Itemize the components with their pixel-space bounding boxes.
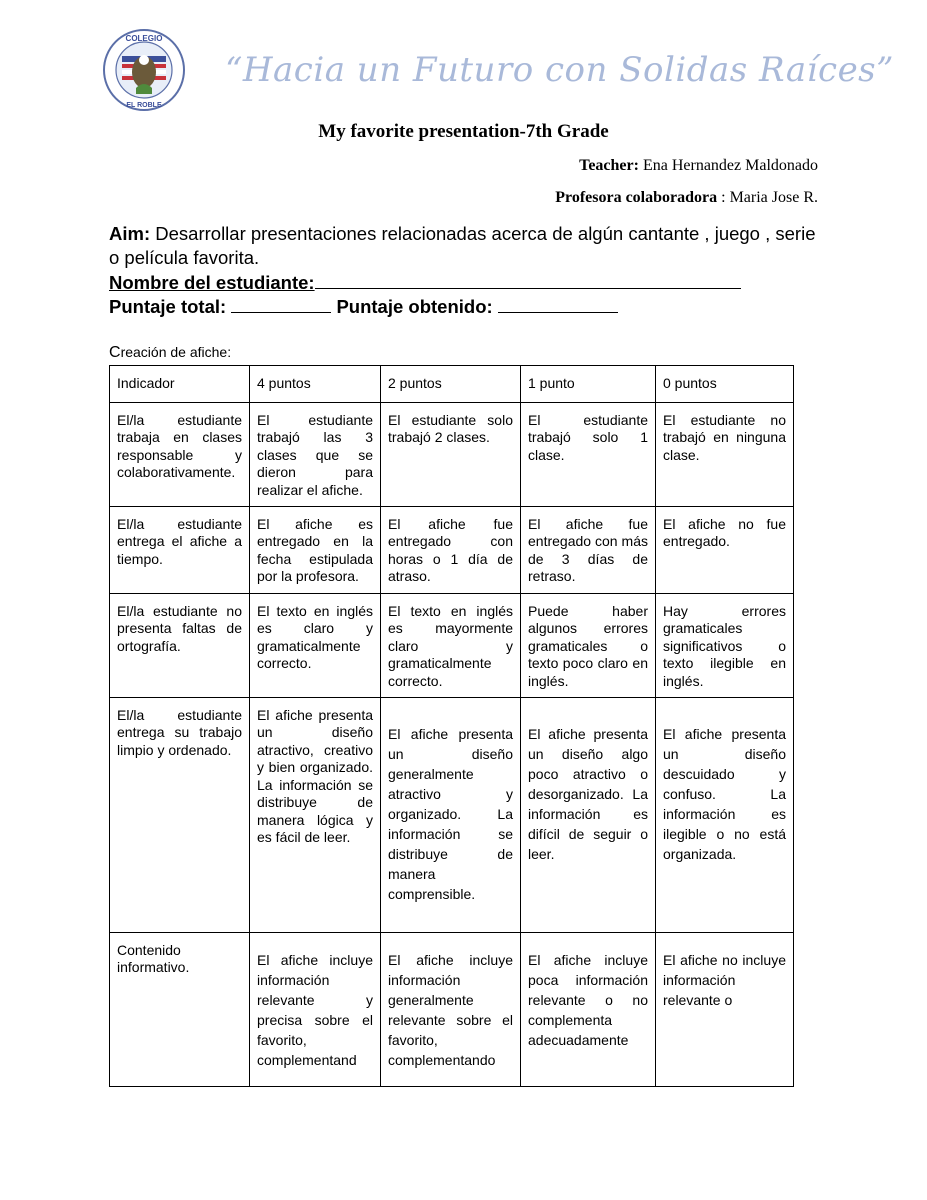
teacher-name: Ena Hernandez Maldonado bbox=[638, 157, 818, 174]
rubric-cell: El texto en inglés es claro y gramaticalmente correcto. bbox=[250, 593, 381, 697]
rubric-cell: El/la estudiante entrega el afiche a tiempo. bbox=[110, 506, 250, 593]
header-1-point: 1 punto bbox=[521, 366, 656, 403]
rubric-cell: Contenido informativo. bbox=[110, 932, 250, 1086]
student-name-row bbox=[109, 270, 741, 294]
aim-paragraph bbox=[109, 222, 819, 270]
student-name-label: Nombre del estudiante: bbox=[109, 272, 315, 293]
rubric-cell: El estudiante solo trabajó 2 clases. bbox=[381, 402, 521, 506]
rubric-header-row bbox=[110, 366, 794, 403]
rubric-cell: El estudiante trabajó solo 1 clase. bbox=[521, 402, 656, 506]
rubric-row-clean bbox=[110, 697, 794, 932]
section-label-rest: reación de afiche: bbox=[120, 344, 232, 360]
rubric-cell: El afiche incluye información generalmente relevante sobre el favorito, complementando bbox=[381, 932, 521, 1086]
rubric-cell: El texto en inglés es mayormente claro y gramaticalmente correcto. bbox=[381, 593, 521, 697]
rubric-cell: El/la estudiante no presenta faltas de ortografía. bbox=[110, 593, 250, 697]
header-indicator: Indicador bbox=[110, 366, 250, 403]
rubric-cell: El afiche incluye información relevante y precisa sobre el favorito, complementand bbox=[250, 932, 381, 1086]
total-score-label: Puntaje total: bbox=[109, 296, 232, 317]
header-4-points: 4 puntos bbox=[250, 366, 381, 403]
obtained-score-label: Puntaje obtenido: bbox=[331, 296, 498, 317]
header-0-points: 0 puntos bbox=[656, 366, 794, 403]
section-label bbox=[109, 344, 231, 362]
rubric-cell: El afiche no incluye información relevante o bbox=[656, 932, 794, 1086]
rubric-cell: El afiche no fue entregado. bbox=[656, 506, 794, 593]
collaborator-name: : Maria Jose R. bbox=[717, 189, 818, 206]
teacher-label: Teacher: bbox=[579, 157, 639, 174]
rubric-cell: Puede haber algunos errores gramaticales o texto poco claro en inglés. bbox=[521, 593, 656, 697]
rubric-table bbox=[109, 365, 794, 1087]
rubric-cell: El afiche presenta un diseño descuidado y confuso. La información es ilegible o no está organizada. bbox=[656, 697, 794, 932]
logo-bottom-text: EL ROBLE bbox=[126, 102, 162, 109]
rubric-row-spelling bbox=[110, 593, 794, 697]
document-title: My favorite presentation-7th Grade bbox=[318, 121, 609, 142]
header-2-points: 2 puntos bbox=[381, 366, 521, 403]
rubric-cell: El afiche presenta un diseño algo poco atractivo o desorganizado. La información es difícil de seguir o leer. bbox=[521, 697, 656, 932]
score-row bbox=[109, 294, 618, 318]
rubric-cell: El afiche incluye poca información relevante o no complementa adecuadamente bbox=[521, 932, 656, 1086]
aim-text: Desarrollar presentaciones relacionadas acerca de algún cantante , juego , serie o película favorita. bbox=[109, 223, 816, 268]
rubric-row-work bbox=[110, 402, 794, 506]
aim-label: Aim: bbox=[109, 223, 151, 244]
school-motto: “Hacia un Futuro con Solidas Raíces” bbox=[225, 50, 895, 90]
rubric-cell: El afiche es entregado en la fecha estipulada por la profesora. bbox=[250, 506, 381, 593]
collaborator-label: Profesora colaboradora bbox=[555, 189, 718, 206]
rubric-cell: El/la estudiante entrega su trabajo limpio y ordenado. bbox=[110, 697, 250, 932]
rubric-cell: Hay errores gramaticales significativos o texto ilegible en inglés. bbox=[656, 593, 794, 697]
logo-top-text: COLEGIO bbox=[125, 34, 163, 43]
rubric-cell: El/la estudiante trabaja en clases responsable y colaborativamente. bbox=[110, 402, 250, 506]
rubric-cell: El afiche fue entregado con horas o 1 día de atraso. bbox=[381, 506, 521, 593]
obtained-score-blank[interactable] bbox=[498, 294, 618, 313]
rubric-row-delivery bbox=[110, 506, 794, 593]
student-name-blank[interactable] bbox=[315, 270, 741, 289]
total-score-blank[interactable] bbox=[231, 294, 331, 313]
rubric-cell: El afiche presenta un diseño atractivo, creativo y bien organizado. La información se distribuye de manera lógica y es fácil de leer. bbox=[250, 697, 381, 932]
school-logo bbox=[102, 28, 186, 112]
rubric-cell: El afiche fue entregado con más de 3 días de retraso. bbox=[521, 506, 656, 593]
rubric-row-content bbox=[110, 932, 794, 1086]
rubric-cell: El estudiante no trabajó en ninguna clase. bbox=[656, 402, 794, 506]
rubric-cell: El estudiante trabajó las 3 clases que se dieron para realizar el afiche. bbox=[250, 402, 381, 506]
collaborator-line bbox=[555, 189, 818, 207]
section-label-initial: C bbox=[109, 344, 121, 361]
rubric-cell: El afiche presenta un diseño generalmente atractivo y organizado. La información se distribuye de manera comprensible. bbox=[381, 697, 521, 932]
teacher-line bbox=[579, 157, 818, 175]
